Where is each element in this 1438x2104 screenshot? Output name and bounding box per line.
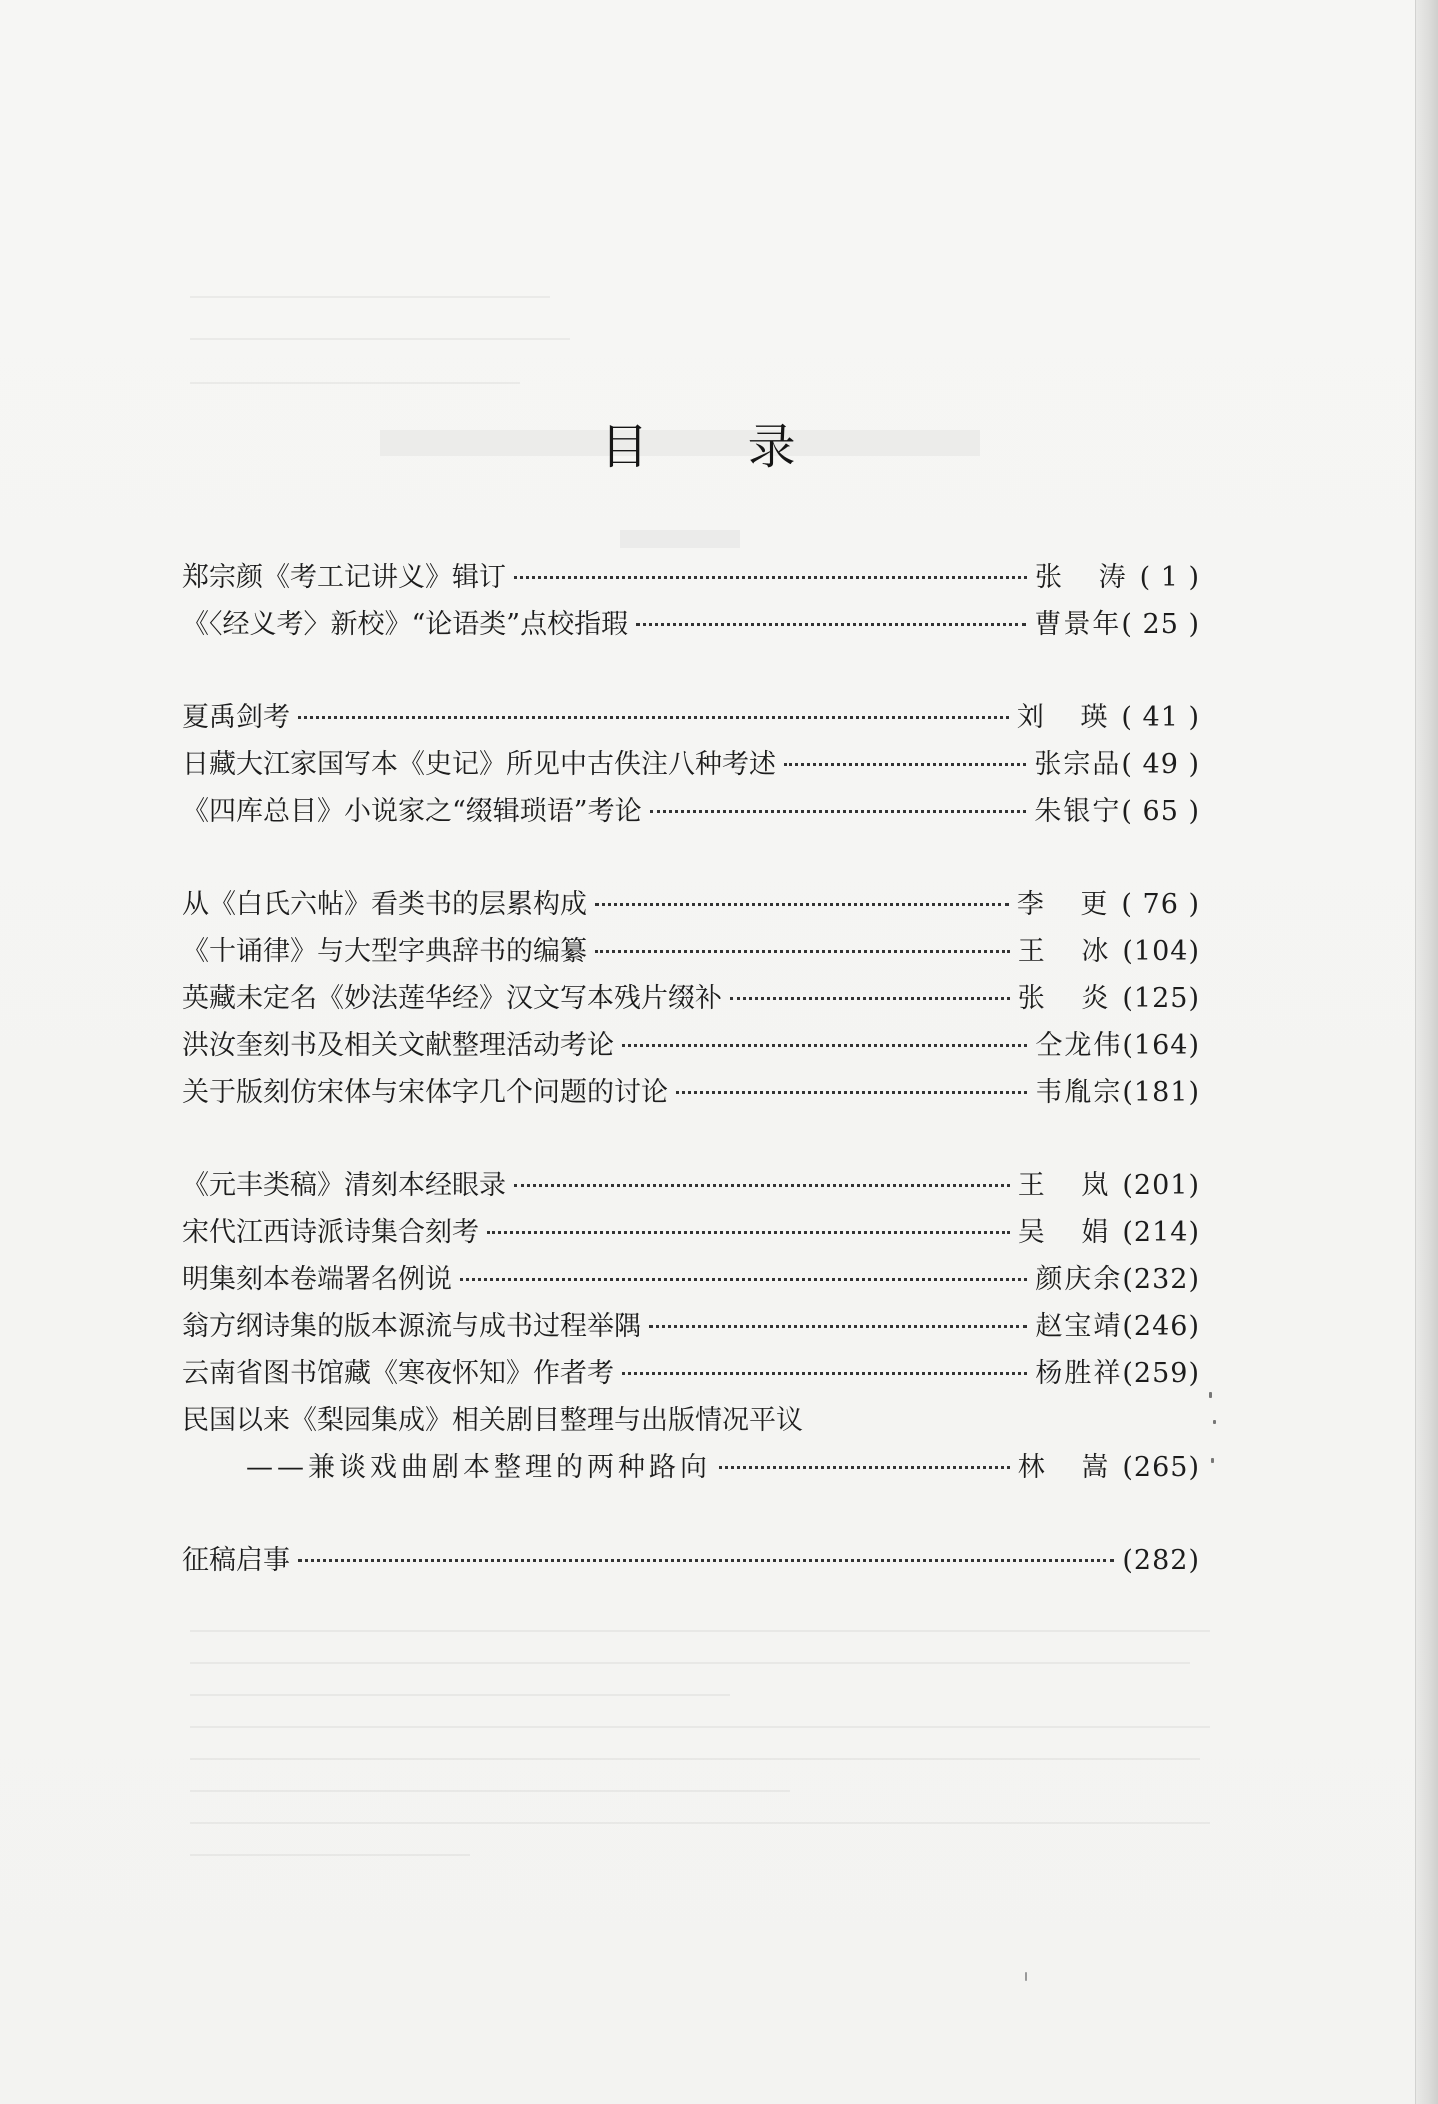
entry-author: 张宗品	[1034, 749, 1122, 780]
entry-title: 宋代江西诗派诗集合刻考	[182, 1217, 479, 1248]
entry-author: 王 冰	[1017, 936, 1123, 967]
entry-title: 《〈经义考〉新校》“论语类”点校指瑕	[182, 609, 629, 640]
dot-leader	[719, 1465, 1010, 1469]
toc-entry[interactable]	[182, 555, 1200, 602]
toc-entry[interactable]	[182, 882, 1200, 929]
table-of-contents	[182, 555, 1200, 1585]
dot-leader	[622, 1371, 1027, 1375]
dot-leader	[622, 1043, 1027, 1047]
entry-title: 《十诵律》与大型字典辞书的编纂	[182, 936, 587, 967]
dot-leader	[514, 575, 1027, 579]
entry-page: ( 1 )	[1139, 562, 1200, 593]
entry-author: 朱银宁	[1034, 796, 1122, 827]
entry-page: ( 41 )	[1121, 702, 1200, 733]
page-title: 目 录	[600, 419, 838, 475]
entry-author: 颜庆余	[1035, 1264, 1123, 1295]
entry-title: 翁方纲诗集的版本源流与成书过程举隅	[182, 1311, 641, 1342]
scan-edge	[1415, 0, 1438, 2104]
show-through-line	[190, 1854, 470, 1856]
toc-entry[interactable]	[182, 976, 1200, 1023]
show-through-line	[190, 1822, 1210, 1824]
entry-title: 明集刻本卷端署名例说	[182, 1264, 452, 1295]
dot-leader	[514, 1183, 1010, 1187]
entry-author: 刘 瑛	[1016, 702, 1122, 733]
dot-leader	[595, 902, 1009, 906]
dot-leader	[636, 622, 1026, 626]
entry-page: (214)	[1122, 1217, 1200, 1248]
show-through-line	[190, 1758, 1200, 1760]
toc-entry[interactable]	[182, 1070, 1200, 1117]
toc-entry[interactable]	[182, 695, 1200, 742]
entry-title: 征稿启事	[182, 1545, 290, 1576]
entry-page: (259)	[1122, 1358, 1200, 1389]
show-through-byline	[620, 530, 740, 548]
entry-title: 《四库总目》小说家之“缀辑琐语”考论	[182, 796, 642, 827]
show-through-line	[190, 1662, 1190, 1664]
dot-leader	[298, 715, 1009, 719]
entry-title: 云南省图书馆藏《寒夜怀知》作者考	[182, 1358, 614, 1389]
toc-entry[interactable]	[182, 1351, 1200, 1398]
entry-page: (246)	[1122, 1311, 1200, 1342]
entry-title: 《元丰类稿》清刻本经眼录	[182, 1170, 506, 1201]
scan-speck	[1211, 1458, 1214, 1463]
entry-page: (104)	[1122, 936, 1200, 967]
dot-leader	[298, 1558, 1114, 1562]
entry-author: 曹景年	[1034, 609, 1122, 640]
entry-author: 吴 娟	[1017, 1217, 1123, 1248]
entry-author: 林 嵩	[1017, 1452, 1123, 1483]
entry-title: 夏禹剑考	[182, 702, 290, 733]
entry-author: 李 更	[1016, 889, 1122, 920]
entry-title: 从《白氏六帖》看类书的层累构成	[182, 889, 587, 920]
dot-leader	[676, 1090, 1027, 1094]
toc-entry[interactable]	[182, 602, 1200, 649]
toc-entry[interactable]	[182, 929, 1200, 976]
entry-author: 张 涛	[1034, 562, 1140, 593]
entry-page: ( 65 )	[1121, 796, 1200, 827]
entry-page: (232)	[1122, 1264, 1200, 1295]
scan-speck	[1209, 1392, 1212, 1398]
toc-entry[interactable]	[182, 742, 1200, 789]
entry-title: 洪汝奎刻书及相关文献整理活动考论	[182, 1030, 614, 1061]
entry-author: 杨胜祥	[1035, 1358, 1123, 1389]
entry-page: (125)	[1122, 983, 1200, 1014]
entry-page: ( 49 )	[1121, 749, 1200, 780]
dot-leader	[595, 949, 1010, 953]
dot-leader	[460, 1277, 1027, 1281]
scan-speck	[1025, 1972, 1027, 1981]
show-through-line	[190, 296, 550, 298]
toc-entry-multiline-title[interactable]: 民国以来《梨园集成》相关剧目整理与出版情况平议	[182, 1405, 803, 1436]
entry-page: ( 25 )	[1121, 609, 1200, 640]
entry-author: 韦胤宗	[1035, 1077, 1123, 1108]
toc-entry[interactable]	[182, 789, 1200, 836]
entry-author: 赵宝靖	[1035, 1311, 1123, 1342]
dot-leader	[487, 1230, 1010, 1234]
entry-author: 仝龙伟	[1035, 1030, 1123, 1061]
entry-author: 张 炎	[1017, 983, 1123, 1014]
show-through-line	[190, 1630, 1210, 1632]
entry-subtitle: ——兼谈戏曲剧本整理的两种路向	[246, 1452, 711, 1483]
toc-entry[interactable]	[182, 1538, 1200, 1585]
toc-entry[interactable]	[182, 1257, 1200, 1304]
show-through-line	[190, 1726, 1210, 1728]
dot-leader	[730, 996, 1010, 1000]
entry-page: ( 76 )	[1121, 889, 1200, 920]
scan-speck	[1213, 1420, 1216, 1424]
show-through-line	[190, 1694, 730, 1696]
entry-page: (265)	[1122, 1452, 1200, 1483]
dot-leader	[784, 762, 1026, 766]
entry-author: 王 岚	[1017, 1170, 1123, 1201]
dot-leader	[650, 809, 1027, 813]
entry-page: (201)	[1122, 1170, 1200, 1201]
entry-page: (164)	[1122, 1030, 1200, 1061]
entry-title: 日藏大江家国写本《史记》所见中古佚注八种考述	[182, 749, 776, 780]
dot-leader	[649, 1324, 1027, 1328]
show-through-line	[190, 338, 570, 340]
toc-entry-multiline-subtitle-row[interactable]	[182, 1445, 1200, 1492]
entry-page: (181)	[1122, 1077, 1200, 1108]
entry-title: 郑宗颜《考工记讲义》辑订	[182, 562, 506, 593]
toc-entry[interactable]	[182, 1163, 1200, 1210]
show-through-line	[190, 1790, 790, 1792]
show-through-line	[190, 382, 520, 384]
toc-entry[interactable]	[182, 1023, 1200, 1070]
toc-entry[interactable]	[182, 1304, 1200, 1351]
entry-title: 英藏未定名《妙法莲华经》汉文写本残片缀补	[182, 983, 722, 1014]
toc-entry[interactable]	[182, 1210, 1200, 1257]
entry-page: (282)	[1122, 1545, 1200, 1576]
entry-title: 关于版刻仿宋体与宋体字几个问题的讨论	[182, 1077, 668, 1108]
